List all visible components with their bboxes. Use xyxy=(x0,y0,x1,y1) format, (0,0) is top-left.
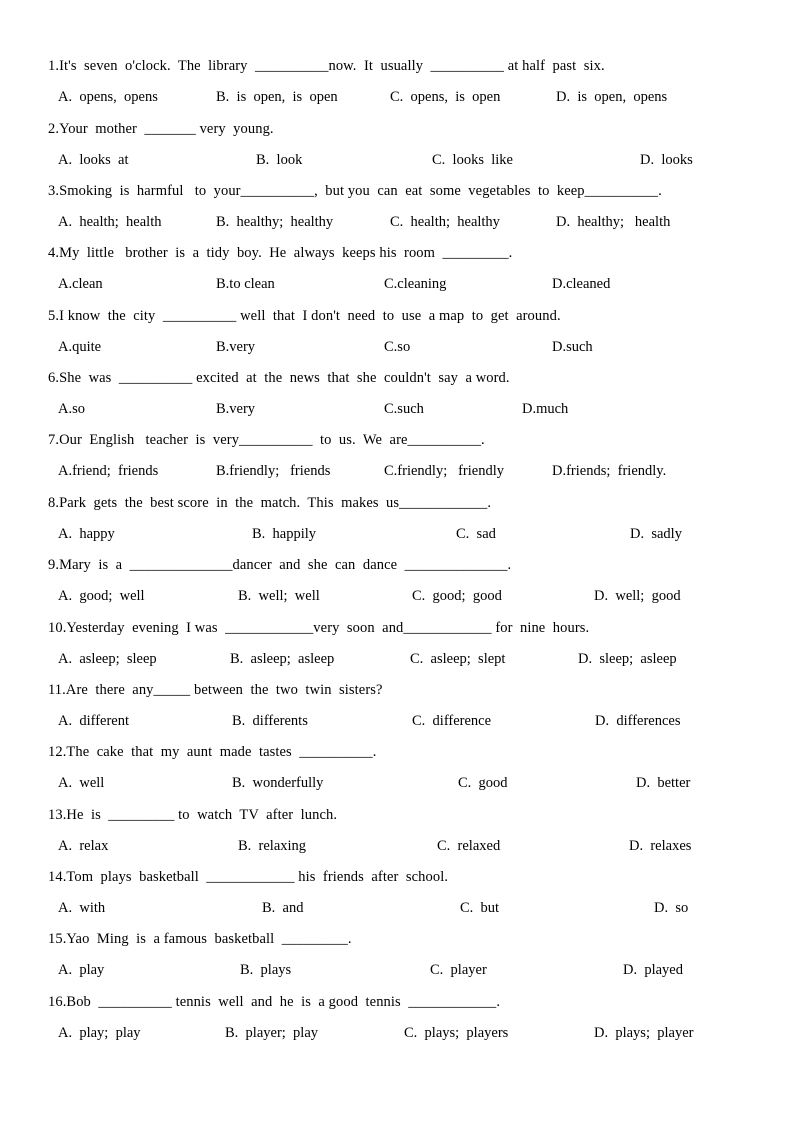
question-3-option-c: C. health; healthy xyxy=(390,214,500,230)
question-8-option-c: C. sad xyxy=(456,526,496,542)
question-15-option-c: C. player xyxy=(430,962,487,978)
question-5-stem: 5.I know the city __________ well that I don't need to use a map to get around. xyxy=(48,308,561,324)
question-5-option-c: C.so xyxy=(384,339,411,355)
question-13-option-c: C. relaxed xyxy=(437,838,501,854)
question-14-stem: 14.Tom plays basketball ____________ his friends after school. xyxy=(48,869,449,885)
question-10-stem: 10.Yesterday evening I was ____________very soon and____________ for nine hours. xyxy=(48,620,590,636)
question-9-stem: 9.Mary is a ______________dancer and she can dance ______________. xyxy=(48,557,512,573)
question-13-option-d: D. relaxes xyxy=(629,838,692,854)
question-4-option-d: D.cleaned xyxy=(552,276,611,292)
question-15-option-a: A. play xyxy=(58,962,105,978)
question-7-option-b: B.friendly; friends xyxy=(216,463,331,479)
question-14-option-b: B. and xyxy=(262,900,304,916)
question-11-option-c: C. difference xyxy=(412,713,492,729)
question-2-option-c: C. looks like xyxy=(432,152,513,168)
question-7-option-d: D.friends; friendly. xyxy=(552,463,667,479)
question-8-option-b: B. happily xyxy=(252,526,317,542)
question-5-option-d: D.such xyxy=(552,339,593,355)
question-15-stem: 15.Yao Ming is a famous basketball _________. xyxy=(48,931,352,947)
question-3-option-d: D. healthy; health xyxy=(556,214,671,230)
question-2-option-b: B. look xyxy=(256,152,303,168)
question-1-option-b: B. is open, is open xyxy=(216,89,338,105)
question-2-option-d: D. looks xyxy=(640,152,693,168)
question-1-option-d: D. is open, opens xyxy=(556,89,668,105)
question-8-option-d: D. sadly xyxy=(630,526,682,542)
question-12-option-a: A. well xyxy=(58,775,105,791)
question-5-option-a: A.quite xyxy=(58,339,102,355)
question-3-option-b: B. healthy; healthy xyxy=(216,214,334,230)
question-4-option-b: B.to clean xyxy=(216,276,275,292)
question-11-option-b: B. differents xyxy=(232,713,308,729)
question-6-option-a: A.so xyxy=(58,401,85,417)
question-16-option-c: C. plays; players xyxy=(404,1025,509,1041)
question-14-option-a: A. with xyxy=(58,900,106,916)
question-7-option-c: C.friendly; friendly xyxy=(384,463,505,479)
question-11-option-a: A. different xyxy=(58,713,129,729)
question-11-option-d: D. differences xyxy=(595,713,681,729)
question-7-option-a: A.friend; friends xyxy=(58,463,159,479)
question-13-stem: 13.He is _________ to watch TV after lunch. xyxy=(48,807,338,823)
question-4-stem: 4.My little brother is a tidy boy. He always keeps his room _________. xyxy=(48,245,513,261)
question-5-option-b: B.very xyxy=(216,339,256,355)
question-2-stem: 2.Your mother _______ very young. xyxy=(48,121,274,137)
question-1-option-c: C. opens, is open xyxy=(390,89,501,105)
question-4-option-c: C.cleaning xyxy=(384,276,447,292)
question-10-option-d: D. sleep; asleep xyxy=(578,651,677,667)
question-12-stem: 12.The cake that my aunt made tastes __________. xyxy=(48,744,377,760)
question-12-option-c: C. good xyxy=(458,775,508,791)
question-4-option-a: A.clean xyxy=(58,276,103,292)
question-3-option-a: A. health; health xyxy=(58,214,162,230)
question-3-stem: 3.Smoking is harmful to your__________, but you can eat some vegetables to keep__________. xyxy=(48,183,662,199)
question-9-option-c: C. good; good xyxy=(412,588,502,604)
question-13-option-a: A. relax xyxy=(58,838,109,854)
question-7-stem: 7.Our English teacher is very__________ to us. We are__________. xyxy=(48,432,485,448)
question-12-option-d: D. better xyxy=(636,775,691,791)
question-9-option-b: B. well; well xyxy=(238,588,320,604)
question-6-option-c: C.such xyxy=(384,401,424,417)
question-15-option-d: D. played xyxy=(623,962,683,978)
question-16-stem: 16.Bob __________ tennis well and he is a good tennis ____________. xyxy=(48,994,501,1010)
question-10-option-b: B. asleep; asleep xyxy=(230,651,335,667)
question-10-option-a: A. asleep; sleep xyxy=(58,651,157,667)
question-16-option-d: D. plays; player xyxy=(594,1025,694,1041)
question-6-option-d: D.much xyxy=(522,401,569,417)
question-15-option-b: B. plays xyxy=(240,962,292,978)
question-16-option-b: B. player; play xyxy=(225,1025,319,1041)
question-9-option-d: D. well; good xyxy=(594,588,681,604)
question-1-option-a: A. opens, opens xyxy=(58,89,158,105)
question-14-option-d: D. so xyxy=(654,900,689,916)
question-8-stem: 8.Park gets the best score in the match. This makes us____________. xyxy=(48,495,492,511)
question-14-option-c: C. but xyxy=(460,900,500,916)
question-8-option-a: A. happy xyxy=(58,526,115,542)
question-6-option-b: B.very xyxy=(216,401,256,417)
question-16-option-a: A. play; play xyxy=(58,1025,141,1041)
question-11-stem: 11.Are there any_____ between the two twin sisters? xyxy=(48,682,383,698)
question-10-option-c: C. asleep; slept xyxy=(410,651,506,667)
question-12-option-b: B. wonderfully xyxy=(232,775,324,791)
question-6-stem: 6.She was __________ excited at the news that she couldn't say a word. xyxy=(48,370,510,386)
question-13-option-b: B. relaxing xyxy=(238,838,307,854)
question-2-option-a: A. looks at xyxy=(58,152,129,168)
question-1-stem: 1.It's seven o'clock. The library __________now. It usually __________ at half past six. xyxy=(48,58,605,74)
question-9-option-a: A. good; well xyxy=(58,588,145,604)
